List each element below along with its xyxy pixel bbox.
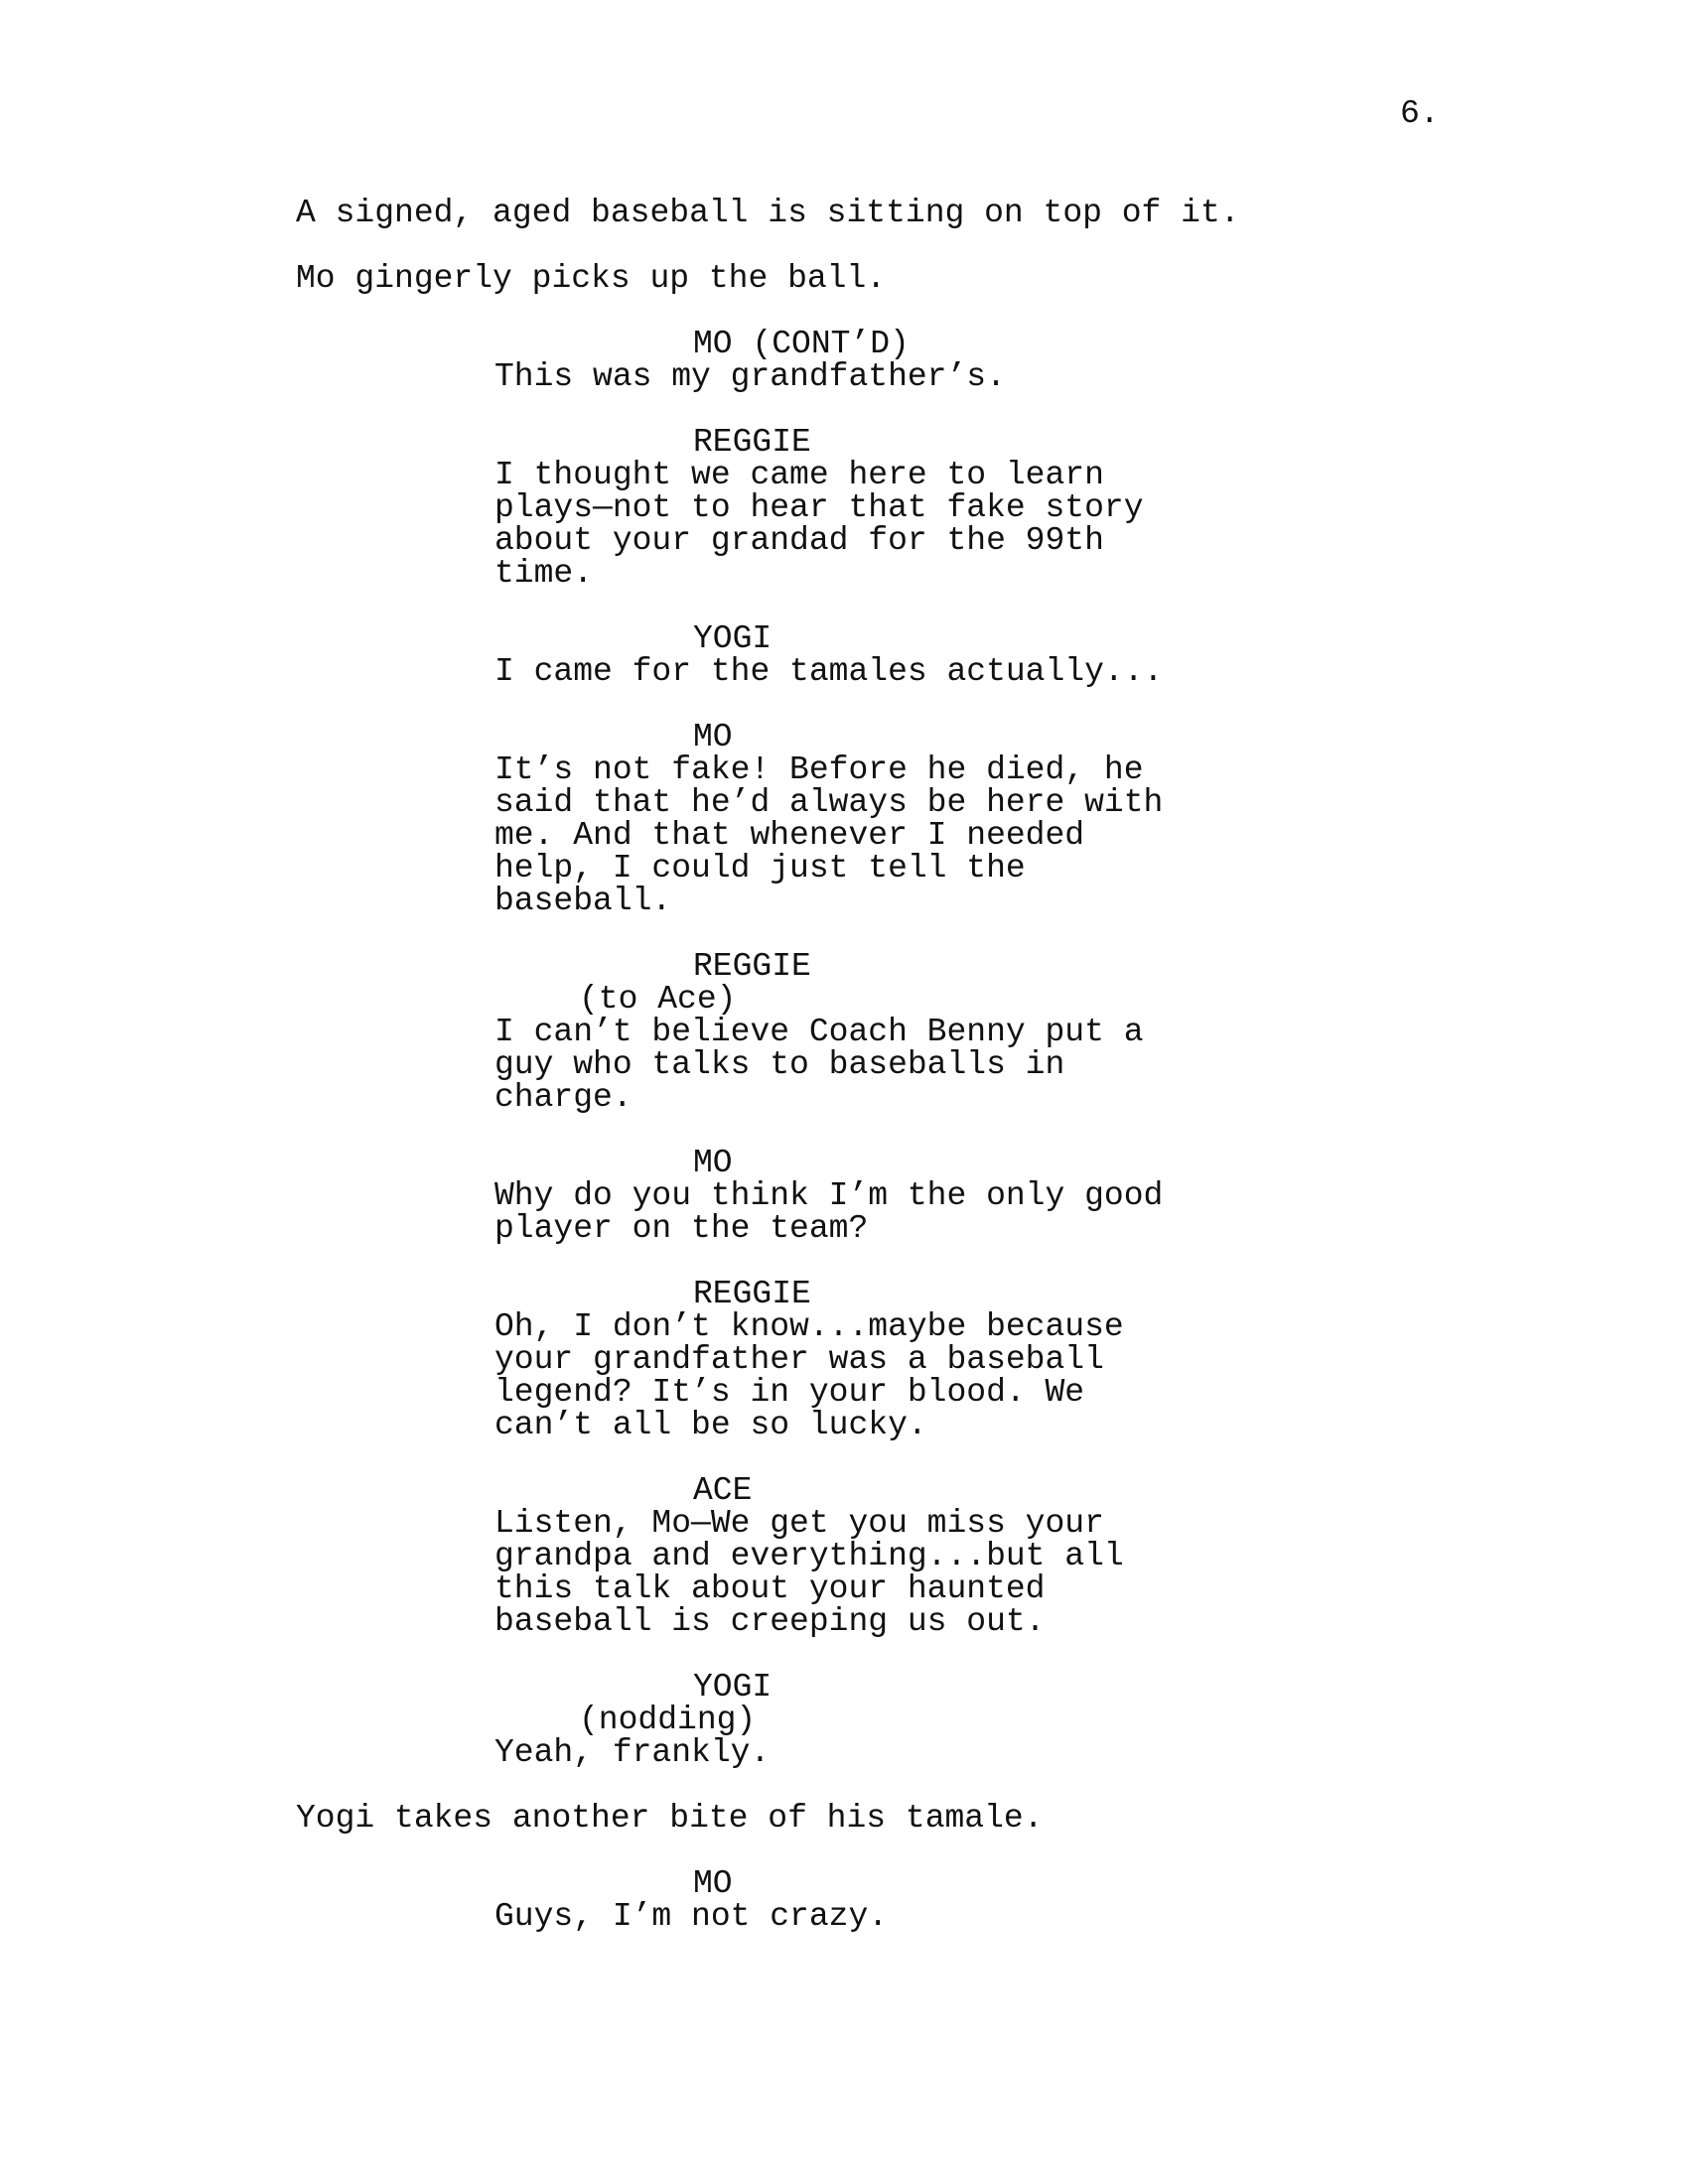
dialogue-text: Listen, Mo—We get you miss your grandpa and everything...but all this talk about your haunted baseball is creeping us out.	[494, 1505, 1124, 1640]
dialogue-block	[296, 622, 1487, 688]
dialogue-block	[296, 950, 1487, 1114]
dialogue-text: I thought we came here to learn plays—not to hear that fake story about your grandad for the 99th time.	[494, 457, 1144, 592]
dialogue-text: It’s not fake! Before he died, he said that he’d always be here with me. And that whenever I needed help, I could just tell the baseball.	[494, 751, 1164, 919]
dialogue-block	[296, 1671, 1487, 1769]
character-name: REGGIE	[693, 1276, 811, 1312]
dialogue-text: Oh, I don’t know...maybe because your grandfather was a baseball legend? It’s in your blood. We can’t all be so lucky.	[494, 1308, 1124, 1443]
dialogue-text: Guys, I’m not crazy.	[494, 1898, 889, 1935]
character-name: ACE	[693, 1472, 753, 1509]
dialogue-text: Why do you think I’m the only good player on the team?	[494, 1177, 1164, 1247]
dialogue-block	[296, 328, 1487, 393]
dialogue-block	[296, 1278, 1487, 1441]
dialogue-block	[296, 1867, 1487, 1933]
character-name: REGGIE	[693, 424, 811, 461]
character-name: MO	[693, 1145, 733, 1181]
dialogue-text: This was my grandfather’s.	[494, 358, 1006, 395]
action-line: Yogi takes another bite of his tamale.	[296, 1800, 1044, 1837]
character-name: YOGI	[693, 620, 773, 657]
parenthetical: (nodding)	[579, 1702, 757, 1738]
dialogue-block	[296, 1474, 1487, 1638]
script-content	[296, 197, 1487, 1933]
action-line: Mo gingerly picks up the ball.	[296, 260, 887, 297]
action-line: A signed, aged baseball is sitting on top of it.	[296, 195, 1240, 231]
dialogue-block	[296, 721, 1487, 917]
dialogue-text: I came for the tamales actually...	[494, 653, 1164, 690]
character-name: YOGI	[693, 1669, 773, 1706]
page-number: 6.	[1400, 95, 1440, 132]
character-name: MO	[693, 1865, 733, 1902]
character-name: REGGIE	[693, 948, 811, 985]
parenthetical: (to Ace)	[579, 981, 737, 1018]
character-name: MO (CONT’D)	[693, 326, 910, 362]
dialogue-text: I can’t believe Coach Benny put a guy who talks to baseballs in charge.	[494, 1014, 1144, 1116]
dialogue-block	[296, 1147, 1487, 1245]
character-name: MO	[693, 719, 733, 755]
dialogue-text: Yeah, frankly.	[494, 1734, 771, 1771]
dialogue-block	[296, 426, 1487, 590]
